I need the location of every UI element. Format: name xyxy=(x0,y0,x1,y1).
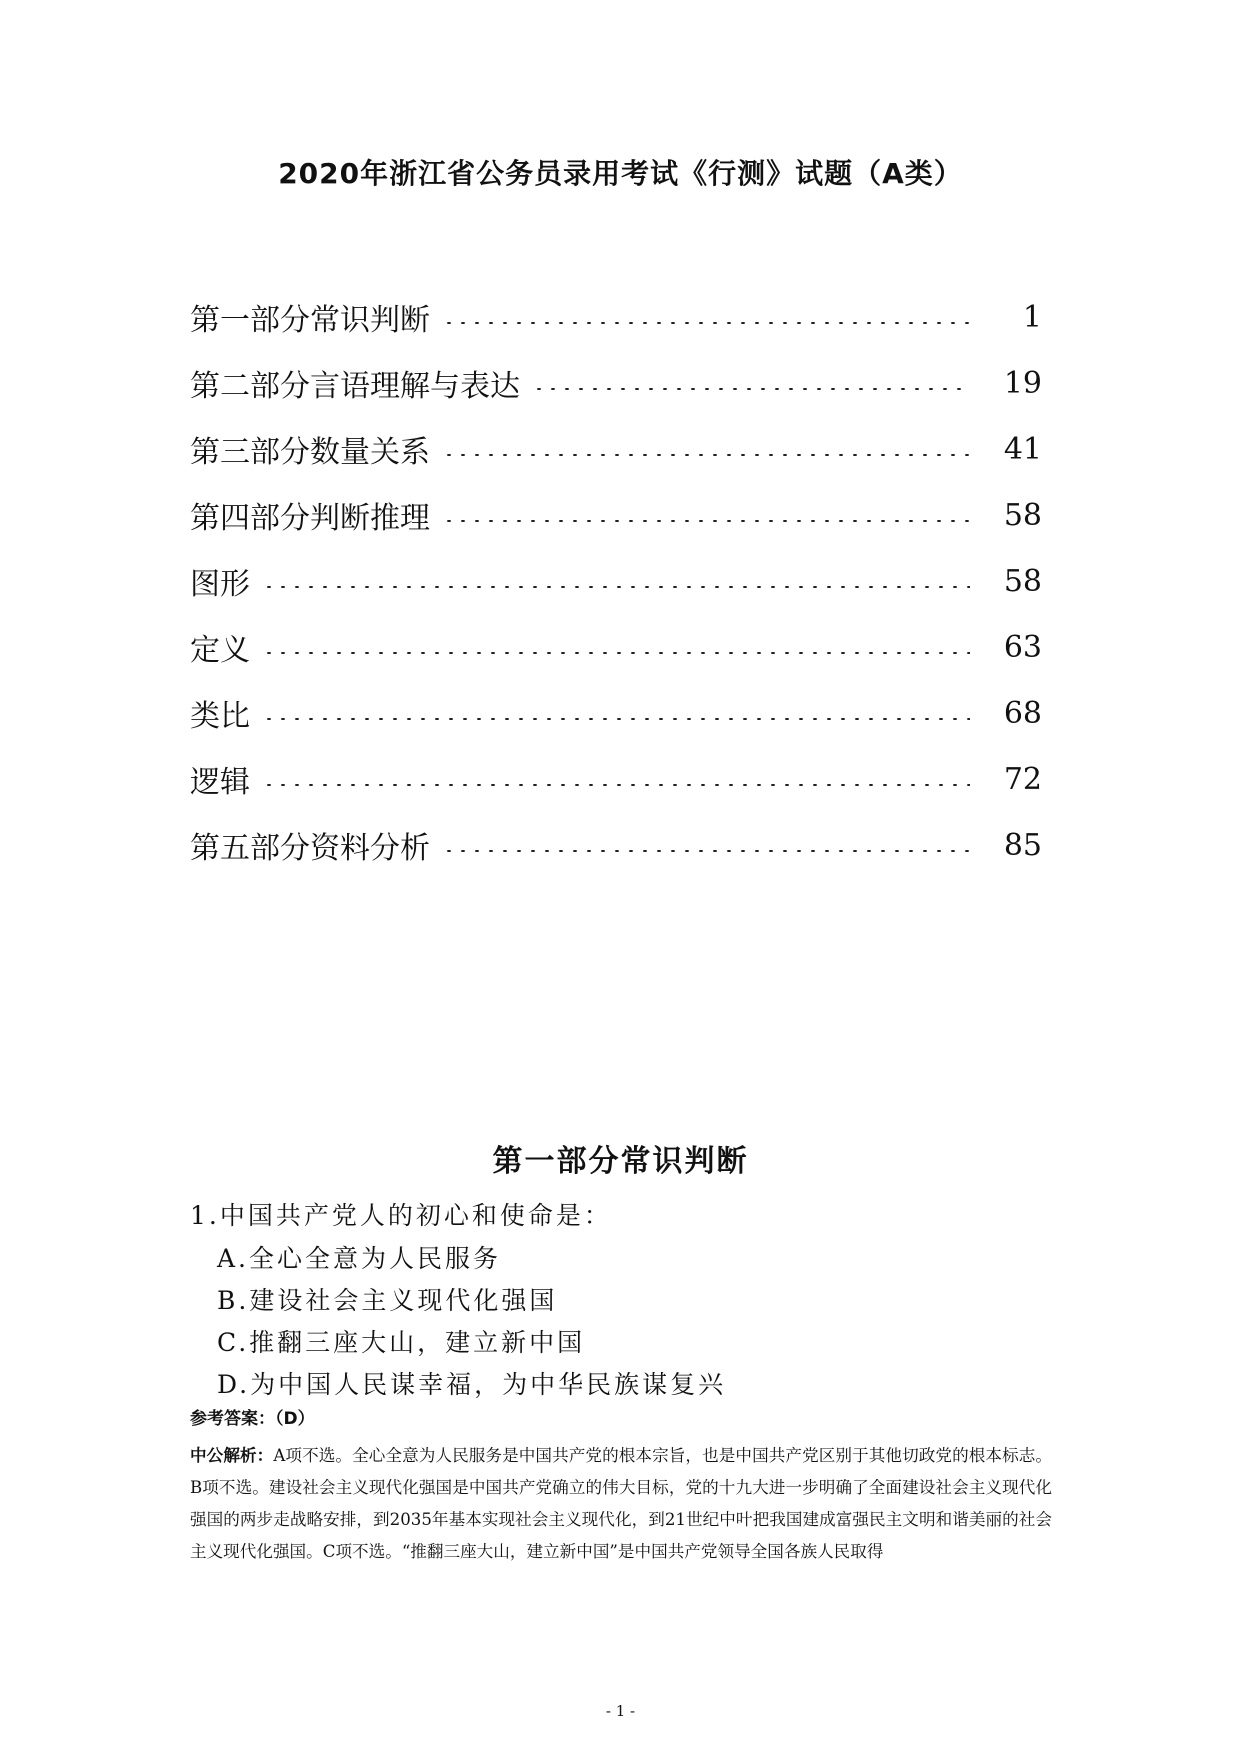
answer-label: 参考答案： xyxy=(190,1409,275,1429)
option-c: C.推翻三座大山，建立新中国 xyxy=(217,1328,586,1357)
option-b: B.建设社会主义现代化强国 xyxy=(217,1286,558,1315)
toc-entry[interactable] xyxy=(190,416,1042,482)
toc-leader-dots xyxy=(442,850,970,852)
toc-entry-label: 逻辑 xyxy=(190,765,250,800)
toc-entry-label: 第五部分资料分析 xyxy=(190,831,430,866)
toc-entry[interactable] xyxy=(190,548,1042,614)
toc-entry[interactable] xyxy=(190,482,1042,548)
toc-leader-dots xyxy=(442,322,970,324)
section-title: 第一部分常识判断 xyxy=(492,1144,749,1179)
toc-entry-page: 41 xyxy=(1003,431,1042,467)
toc-entry-label: 第二部分言语理解与表达 xyxy=(190,369,520,404)
option-d: D.为中国人民谋幸福，为中华民族谋复兴 xyxy=(217,1370,727,1399)
document-title: 2020年浙江省公务员录用考试《行测》试题（A类） xyxy=(278,157,963,190)
toc-leader-dots xyxy=(442,520,970,522)
toc-entry-page: 72 xyxy=(1003,761,1042,797)
question-stem: 1.中国共产党人的初心和使命是： xyxy=(190,1201,612,1230)
toc-entry-page: 58 xyxy=(1003,497,1042,533)
toc-leader-dots xyxy=(262,784,970,786)
toc-entry-label: 图形 xyxy=(190,567,250,602)
analysis-label: 中公解析： xyxy=(190,1446,274,1465)
toc-entry-page: 85 xyxy=(1003,827,1042,863)
answer-value: （D） xyxy=(275,1409,315,1429)
toc-entry[interactable] xyxy=(190,746,1042,812)
toc-entry[interactable] xyxy=(190,350,1042,416)
toc-entry-label: 第一部分常识判断 xyxy=(190,303,430,338)
toc-entry[interactable] xyxy=(190,812,1042,878)
toc-leader-dots xyxy=(532,388,970,390)
toc-entry-page: 19 xyxy=(1003,365,1042,401)
answer-analysis xyxy=(190,1440,1052,1568)
toc-leader-dots xyxy=(262,718,970,720)
toc-entry[interactable] xyxy=(190,614,1042,680)
toc-entry[interactable] xyxy=(190,284,1042,350)
toc-entry[interactable] xyxy=(190,680,1042,746)
toc-leader-dots xyxy=(442,454,970,456)
option-a: A.全心全意为人民服务 xyxy=(217,1244,502,1273)
question-options xyxy=(217,1238,726,1406)
toc-leader-dots xyxy=(262,652,970,654)
toc-entry-label: 第四部分判断推理 xyxy=(190,501,430,536)
page-number: - 1 - xyxy=(605,1702,636,1720)
toc-entry-label: 类比 xyxy=(190,699,250,734)
toc-entry-label: 定义 xyxy=(190,633,250,668)
toc-leader-dots xyxy=(262,586,970,588)
reference-answer xyxy=(190,1404,315,1429)
analysis-text: A项不选。全心全意为人民服务是中国共产党的根本宗旨，也是中国共产党区别于其他切政党的根本标志。B项不选。建设社会主义现代化强国是中国共产党确立的伟大目标，党的十九大进一步明确了全面建设社会主义现代化强国的两步走战略安排，到2035年基本实现社会主义现代化，到21世纪中叶把我国建成富强民主文明和谐美丽的社会主义现代化强国。C项不选。“推翻三座大山，建立新中国”是中国共产党领导全国各族人民取得 xyxy=(190,1446,1053,1561)
toc-entry-page: 63 xyxy=(1003,629,1042,665)
toc-entry-page: 68 xyxy=(1003,695,1042,731)
toc-entry-page: 58 xyxy=(1003,563,1042,599)
table-of-contents xyxy=(190,284,1042,878)
toc-entry-page: 1 xyxy=(1022,299,1042,335)
toc-entry-label: 第三部分数量关系 xyxy=(190,435,430,470)
